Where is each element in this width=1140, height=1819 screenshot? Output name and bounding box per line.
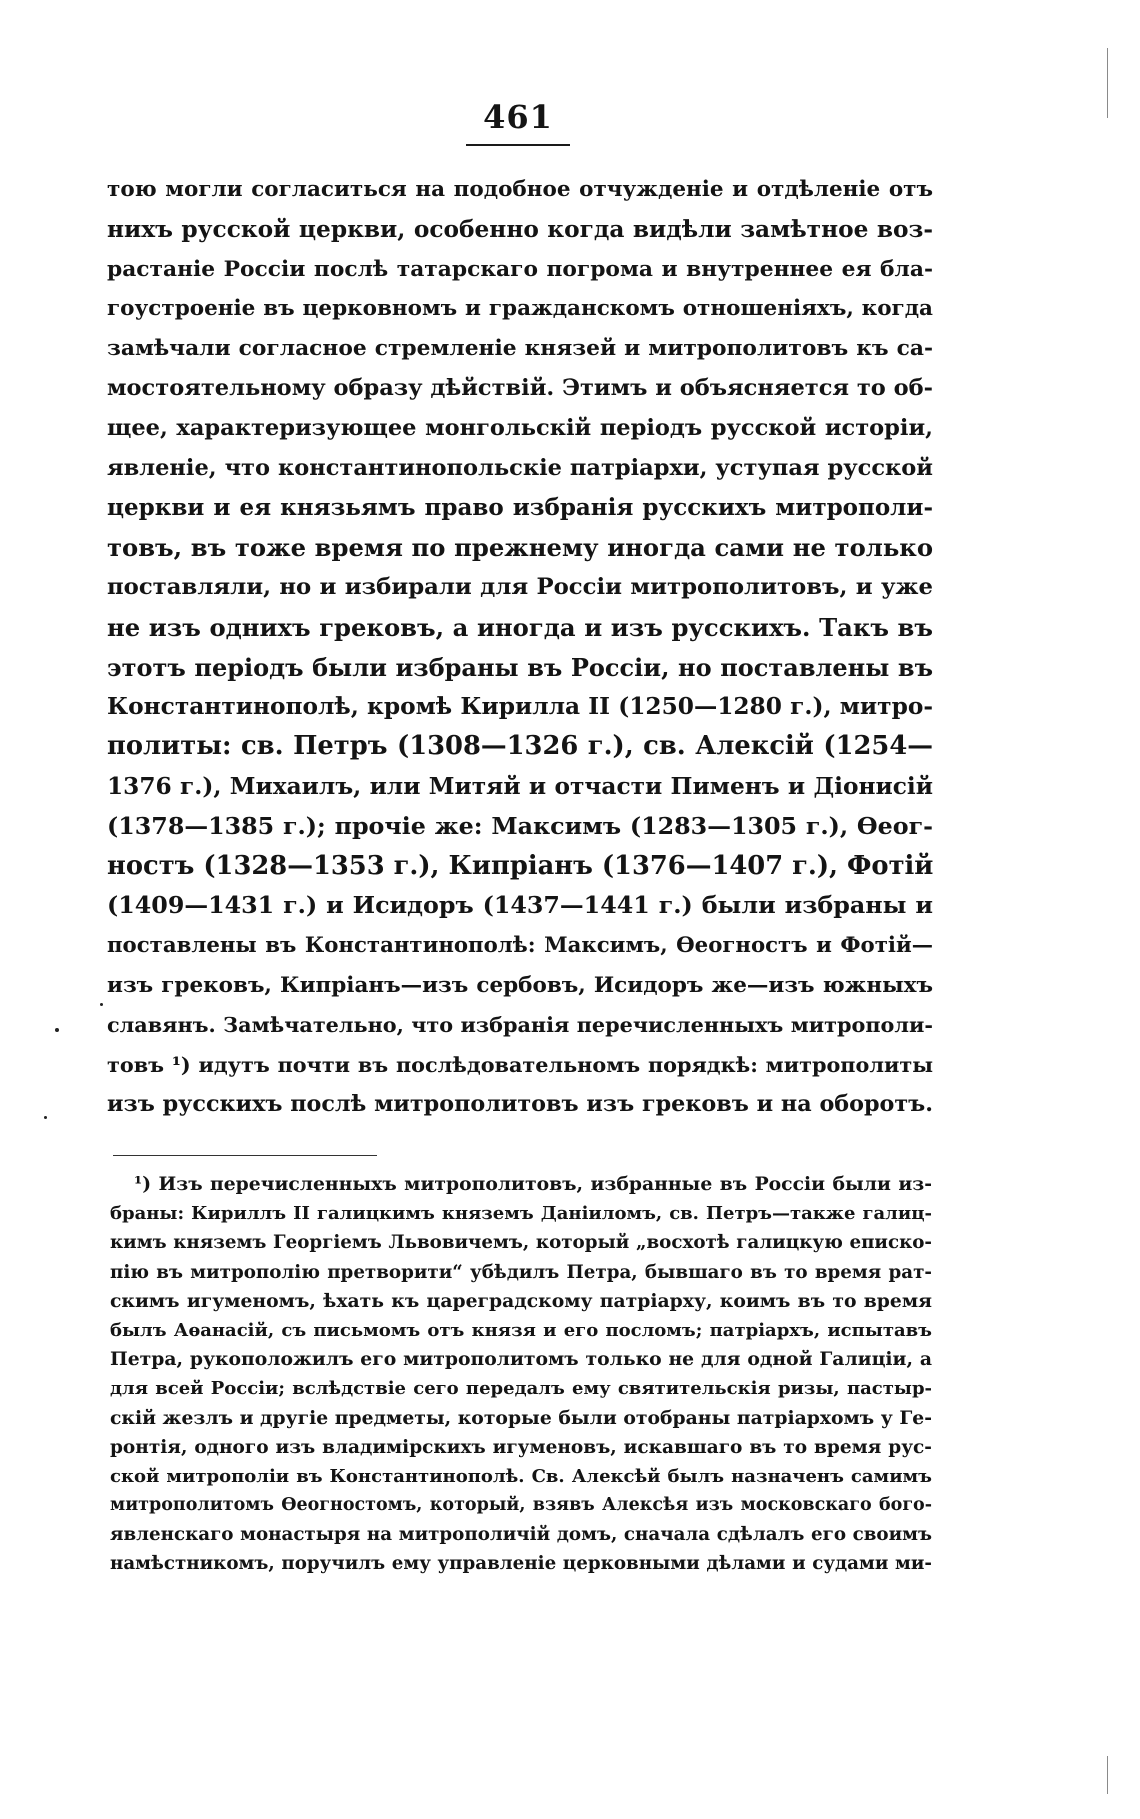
text-line: изъ грековъ, Кипріанъ—изъ сербовъ, Исидоръ же—изъ южныхъ bbox=[107, 972, 933, 998]
text-line: славянъ. Замѣчательно, что избранія перечисленныхъ митрополи- bbox=[107, 1012, 933, 1037]
footnote-line: скій жезлъ и другіе предметы, которые были отобраны патріархомъ у Ге- bbox=[110, 1406, 932, 1429]
text-line: Константинополѣ, кромѣ Кирилла II (1250—1280 г.), митро- bbox=[107, 693, 933, 721]
scan-edge-mark bbox=[1107, 1756, 1108, 1794]
footnote-line: скимъ игуменомъ, ѣхать къ цареградскому патріарху, коимъ въ то время bbox=[110, 1289, 932, 1312]
text-line: явленіе, что константинопольскіе патріархи, уступая русской bbox=[107, 454, 933, 481]
footnote-separator bbox=[113, 1155, 377, 1156]
text-line: растаніе Россіи послѣ татарскаго погрома и внутреннее ея бла- bbox=[107, 256, 933, 282]
scan-speck bbox=[100, 1003, 103, 1006]
scan-edge-mark bbox=[1107, 48, 1108, 118]
footnote-line: ской митрополіи въ Константинополѣ. Св. Алексѣй былъ назначенъ самимъ bbox=[110, 1465, 932, 1487]
footnote-line: кимъ княземъ Георгіемъ Львовичемъ, который „восхотѣ галицкую еписко- bbox=[110, 1232, 932, 1254]
text-line: товъ ¹) идутъ почти въ послѣдовательномъ порядкѣ: митрополиты bbox=[107, 1052, 933, 1077]
footnote-line: Петра, рукоположилъ его митрополитомъ только не для одной Галиціи, а bbox=[110, 1348, 932, 1371]
text-line: политы: св. Петръ (1308—1326 г.), св. Алексій (1254— bbox=[107, 731, 933, 762]
scan-speck bbox=[55, 1028, 59, 1032]
footnote-line: ронтія, одного изъ владимірскихъ игуменовъ, искавшаго въ то время рус- bbox=[110, 1436, 932, 1458]
footnote-line: браны: Кириллъ II галицкимъ княземъ Даніиломъ, св. Петръ—также галиц- bbox=[110, 1203, 932, 1225]
text-line: мостоятельному образу дѣйствій. Этимъ и объясняется то об- bbox=[107, 374, 933, 401]
text-line: замѣчали согласное стремленіе князей и митрополитовъ къ са- bbox=[107, 336, 933, 362]
text-line: нихъ русской церкви, особенно когда видѣли замѣтное воз- bbox=[107, 215, 933, 243]
main-text-block bbox=[107, 170, 933, 1125]
text-line: ностъ (1328—1353 г.), Кипріанъ (1376—1407 г.), Фотій bbox=[107, 850, 933, 881]
text-line: этотъ періодъ были избраны въ Россіи, но поставлены въ bbox=[107, 652, 933, 682]
footnote-block bbox=[110, 1170, 932, 1579]
text-line: (1409—1431 г.) и Исидоръ (1437—1441 г.) были избраны и bbox=[107, 891, 933, 920]
footnote-line: для всей Россіи; вслѣдствіе сего передалъ ему святительскія ризы, пастыр- bbox=[110, 1378, 932, 1400]
footnote-line: митрополитомъ Ѳеогностомъ, который, взявъ Алексѣя изъ московскаго бого- bbox=[110, 1495, 932, 1516]
text-line: гоустроеніе въ церковномъ и гражданскомъ отношеніяхъ, когда bbox=[107, 296, 933, 322]
text-line: не изъ однихъ грековъ, а иногда и изъ русскихъ. Такъ въ bbox=[107, 612, 933, 642]
footnote-line: былъ Аѳанасій, съ письмомъ отъ князя и его посломъ; патріархъ, испытавъ bbox=[110, 1319, 932, 1341]
scan-speck bbox=[44, 1116, 47, 1119]
text-line: 1376 г.), Михаилъ, или Митяй и отчасти Пименъ и Діонисій bbox=[107, 772, 933, 800]
text-line: поставляли, но и избирали для Россіи митрополитовъ, и уже bbox=[107, 573, 933, 600]
text-line: тою могли согласиться на подобное отчужденіе и отдѣленіе отъ bbox=[107, 177, 933, 202]
page-number-underline bbox=[466, 144, 570, 146]
text-line: церкви и ея князьямъ право избранія русскихъ митрополи- bbox=[107, 494, 933, 522]
text-line: (1378—1385 г.); прочіе же: Максимъ (1283—1305 г.), Ѳеог- bbox=[107, 811, 933, 840]
text-line: щее, характеризующее монгольскій періодъ русской исторіи, bbox=[107, 414, 933, 441]
footnote-line: явленскаго монастыря на митрополичій домъ, сначала сдѣлалъ его своимъ bbox=[110, 1524, 932, 1546]
footnote-line: пію въ митрополію претворити“ убѣдилъ Петра, бывшаго въ то время рат- bbox=[110, 1261, 932, 1283]
footnote-line: намѣстникомъ, поручилъ ему управленіе церковными дѣлами и судами ми- bbox=[110, 1553, 932, 1575]
text-line: поставлены въ Константинополѣ: Максимъ, Ѳеогностъ и Фотій— bbox=[107, 933, 933, 959]
footnote-line: ¹) Изъ перечисленныхъ митрополитовъ, избранные въ Россіи были из- bbox=[134, 1173, 932, 1195]
page-number: 461 bbox=[483, 98, 553, 136]
text-line: товъ, въ тоже время по прежнему иногда сами не только bbox=[107, 533, 933, 563]
text-line: изъ русскихъ послѣ митрополитовъ изъ грековъ и на оборотъ. bbox=[107, 1091, 933, 1118]
